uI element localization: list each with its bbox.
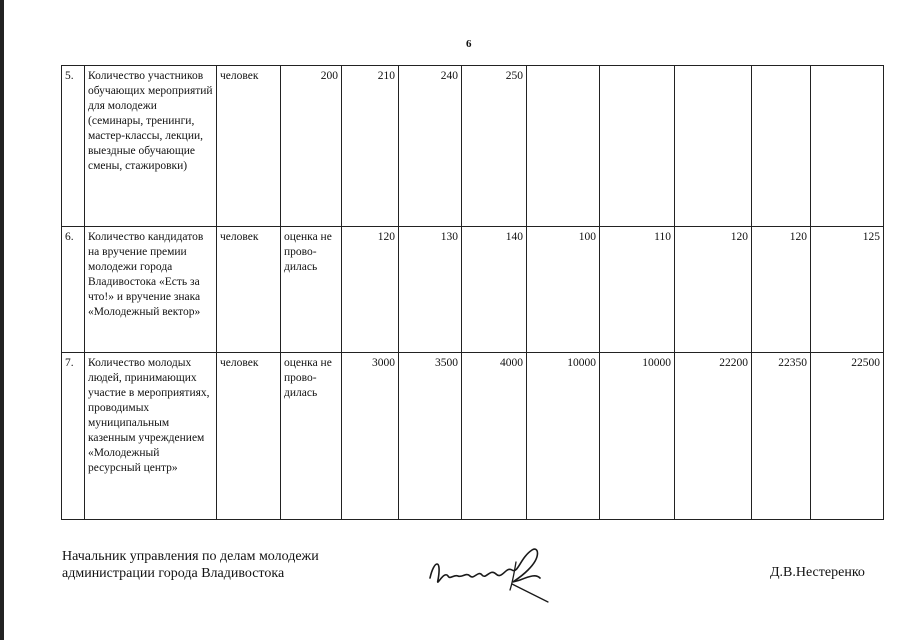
row-number: 5. — [62, 66, 85, 227]
value-cell: 100 — [527, 227, 600, 353]
value-cell: 120 — [752, 227, 811, 353]
value-cell — [527, 66, 600, 227]
value-cell — [675, 66, 752, 227]
value-cell: 4000 — [462, 353, 527, 520]
position-line-2: администрации города Владивостока — [62, 566, 285, 581]
unit-cell: человек — [217, 66, 281, 227]
row-number: 7. — [62, 353, 85, 520]
value-cell: 140 — [462, 227, 527, 353]
value-cell: 22200 — [675, 353, 752, 520]
value-cell: 3000 — [342, 353, 399, 520]
value-cell — [600, 66, 675, 227]
value-cell — [752, 66, 811, 227]
base-value-cell: 200 — [281, 66, 342, 227]
value-cell: 22500 — [811, 353, 884, 520]
value-cell: 130 — [399, 227, 462, 353]
indicator-name: Количество молодых людей, принимающих участие в мероприятиях, проводимых муниципальным казенным учреждением «Молодежный ресурсный центр» — [85, 353, 217, 520]
unit-cell: человек — [217, 353, 281, 520]
indicator-name: Количество участников обучающих мероприятий для молодежи (семинары, тренинги, мастер-классы, лекции, выездные обучающие смены, стажировки) — [85, 66, 217, 227]
value-cell: 210 — [342, 66, 399, 227]
page-number: 6 — [466, 38, 472, 50]
table-row — [62, 227, 884, 353]
value-cell — [811, 66, 884, 227]
value-cell: 22350 — [752, 353, 811, 520]
value-cell: 250 — [462, 66, 527, 227]
position-line-1: Начальник управления по делам молодежи — [62, 549, 319, 564]
value-cell: 10000 — [600, 353, 675, 520]
handwritten-signature-icon — [420, 540, 560, 610]
scan-edge — [0, 0, 4, 640]
signer-name: Д.В.Нестеренко — [770, 565, 865, 580]
indicators-table — [61, 65, 884, 520]
value-cell: 125 — [811, 227, 884, 353]
value-cell: 110 — [600, 227, 675, 353]
signatory-position — [62, 548, 319, 582]
value-cell: 240 — [399, 66, 462, 227]
value-cell: 10000 — [527, 353, 600, 520]
unit-cell: человек — [217, 227, 281, 353]
value-cell: 120 — [342, 227, 399, 353]
base-value-cell: оценка не прово-дилась — [281, 353, 342, 520]
row-number: 6. — [62, 227, 85, 353]
base-value-cell: оценка не прово-дилась — [281, 227, 342, 353]
value-cell: 120 — [675, 227, 752, 353]
value-cell: 3500 — [399, 353, 462, 520]
table-row — [62, 66, 884, 227]
indicator-name: Количество кандидатов на вручение премии молодежи города Владивостока «Есть за что!» и вручение знака «Молодежный вектор» — [85, 227, 217, 353]
table-row — [62, 353, 884, 520]
